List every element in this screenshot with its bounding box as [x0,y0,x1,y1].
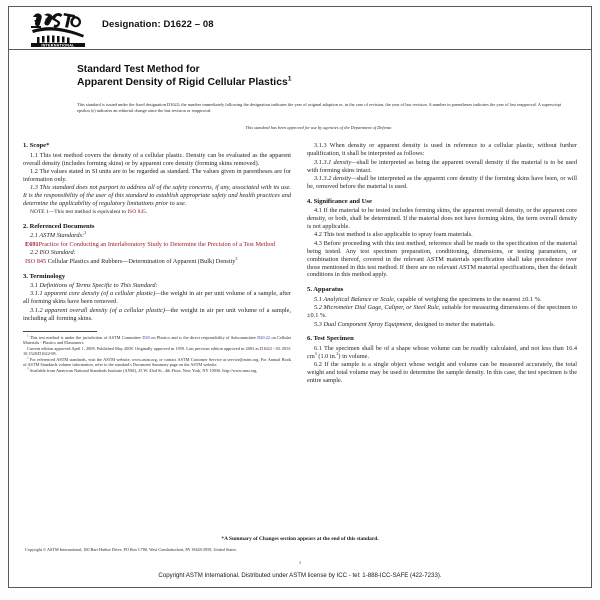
paragraph-3-1-2 [23,307,291,323]
apparatus-spray-label: 5.3 Dual Component Spray Equipment, [314,320,414,328]
footnote-1-part-c: on Cellular Materials - Plastics and Elastomers. [23,334,292,346]
footnote-1-part-a: This test method is under the jurisdiction of ASTM Committee [28,334,143,340]
masthead [9,7,591,50]
unit-exponent-in: 2 [336,350,339,356]
license-notice: Copyright ASTM International. Distributed under ASTM license by ICC - tel: 1-888-ICC-SAFE (422-7233). [158,572,442,579]
paragraph-6-1-c: ) in volume. [338,352,370,360]
section-heading-scope: 1. Scope* [23,142,50,150]
reference-iso-845-title: Cellular Plastics and Rubbers—Determination of Apparent (Bulk) Density [47,257,236,265]
paragraph-3-1-1 [23,290,291,306]
term-apparent-core-density: 3.1.1 apparent core density (of a cellular plastic)— [30,290,161,298]
reference-iso-845 [23,255,291,266]
apparatus-gage-desc: suitable for measuring dimensions of the specimen to ±0.1 %. [307,304,578,320]
footnote-3-text: Available from American National Standards Institute (ANSI), 25 W. 43rd St., 4th Floor, New York, NY 10036, http://www.ansi.org. [28,368,258,374]
link-d20-22[interactable]: D20.22 [257,334,271,340]
link-d20[interactable]: D20 [142,334,150,340]
reference-e691-title[interactable]: Practice for Conducting an Interlaboratory Study to Determine the Precision of a Test Method [38,240,276,248]
section-heading-apparatus: 5. Apparatus [307,286,344,294]
note-1-end: . [145,208,148,215]
body-area [9,142,591,528]
term-density-core: 3.1.3.2 density— [314,175,357,182]
copyright-line: Copyright © ASTM International, 100 Barr Harbor Drive, PO Box C700, West Conshohocken, PA 19428-2959, United States. [25,547,237,552]
title-footnote-marker: 1 [287,75,292,83]
footnote-marker-2: 2 [84,230,87,236]
link-iso-845-note[interactable]: ISO 845 [127,208,146,215]
definition-apparent-core-density: the weight in air per unit volume of a sample, after all forming skins have been removed. [23,290,292,306]
footnote-1-part-b: on Plastics and is the direct responsibility of Subcommittee [149,334,258,340]
definition-density-overall: shall be interpreted as being the apparent overall density if the material is to be used with forming skins intact. [307,158,578,174]
paragraph-5-3 [307,321,577,329]
page-footer [9,536,591,587]
designation-label: Designation: D1622 – 08 [102,19,214,30]
footnote-separator-rule [23,331,97,332]
apparatus-balance-label: 5.1 Analytical Balance or Scale, [314,295,396,303]
svg-text:INTERNATIONAL: INTERNATIONAL [41,43,75,48]
page-sheet [8,6,592,588]
astm-international-logo [29,10,87,48]
note-1-text: This test method is equivalent to [54,208,128,215]
section-heading-test-specimen: 6. Test Specimen [307,335,354,343]
section-heading-referenced-documents: 2. Referenced Documents [23,223,95,231]
link-iso-845[interactable]: ISO 845 [25,257,47,265]
footnote-marker-3: 3 [235,255,238,261]
paragraph-4-3: 4.3 Before proceeding with this test method, reference shall be made to the specification of the material being tested. Any test specimen preparation, conditioning, dimensions, or testing parameters, or combination thereof, covered in the relevant ASTM materials specification shall take precedence over those mentioned in this test method. If there are no relevant ASTM material specifications, then the default conditions in this method apply. [307,239,577,279]
footnote-2-text: For referenced ASTM standards, visit the ASTM website, www.astm.org, or contact ASTM Customer Service at service@astm.org. For Annual Book of ASTM Standards volume information, refer to the standard's Document Summary page on the ASTM website. [23,356,292,368]
paragraph-5-1 [307,296,577,304]
footnote-1-marker: 1 [27,333,29,338]
footnote-1 [23,335,291,346]
right-column [307,142,577,528]
reference-e691 [23,241,291,249]
note-1-label: NOTE 1— [30,208,55,215]
page-title [77,77,591,90]
apparatus-spray-desc: designed to meter the materials. [413,320,496,328]
paragraph-4-1: 4.1 If the material to be tested includes forming skins, the apparent overall density, or the apparent core density, or both, shall be determined. If the material does not have forming skins, the term overall density is not applicable. [307,207,577,231]
section-heading-significance-and-use: 4. Significance and Use [307,197,372,205]
unit-exponent-cm3: 3 [314,350,317,356]
left-column [23,142,293,528]
link-e691[interactable]: E691 [25,240,39,248]
paragraph-6-1-a: 6.1 The specimen shall be of a shape whose volume can be readily calculated, and not less than 16.4 cm [307,344,577,360]
term-density-overall: 3.1.3.1 density— [314,158,357,166]
page-number: 1 [298,560,302,565]
standard-type-line: Standard Test Method for [77,64,200,75]
footnote-2-marker: 2 [27,355,29,360]
apparatus-balance-desc: capable of weighing the specimens to the nearest ±0.1 %. [395,295,542,303]
term-apparent-overall-density: 3.1.2 apparent overall density (of a cellular plastic)— [30,306,171,314]
paragraph-1-1: 1.1 This test method covers the density of a cellular plastic. Density can be evaluated as the apparent overall density (includes forming skins) or by apparent core density (forming skins removed). [23,151,292,167]
paragraph-3-1-3: 3.1.3 When density or apparent density is used in reference to a cellular plastic, without further qualification, it shall be interpreted as follows: [307,142,577,158]
paragraph-6-1-b: (1.0 in. [316,352,337,360]
title-block [9,50,591,89]
dod-approval-note: This standard has been approved for use by agencies of the Department of Defense. [245,125,393,131]
footnote-2 [23,357,291,368]
paragraph-6-1 [307,345,577,361]
two-column-layout [23,142,577,528]
paragraph-5-2 [307,304,577,320]
section-heading-terminology: 3. Terminology [23,272,66,280]
summary-of-changes-note: *A Summary of Changes section appears at the end of this standard. [221,536,379,542]
definition-density-core: shall be interpreted as the apparent core density if the forming skins have been, or will be, removed before the material is used. [307,175,577,190]
paragraph-2-2: 2.2 ISO Standard: [30,249,76,257]
page-title-text: Apparent Density of Rigid Cellular Plastics [77,76,288,88]
paragraph-6-2: 6.2 If the sample is a single object whose weight and volume can be measured accurately, the total weight and total volume may be used to determine the sample density. In this case, the test specimen is the entire sample. [307,361,577,384]
paragraph-1-2: 1.2 The values stated in SI units are to be regarded as standard. The values given in parentheses are for information only. [23,168,292,183]
paragraph-2-1 [23,232,291,240]
boilerplate-paragraph: This standard is issued under the fixed designation D1622; the number immediately following the designation indicates the year of original adoption or, in the case of revision, the year of last revision. A number in parentheses indicates the year of last reapproval. A superscript epsilon (ε) indicates an editorial change since the last revision or reapproval. [77,102,562,114]
note-1 [23,209,291,216]
paragraph-3-1-3-2 [307,175,577,191]
paragraph-3-1-3-1 [307,159,577,175]
definition-apparent-overall-density: the weight in air per unit volume of a sample, including all forming skins. [23,306,292,322]
paragraph-4-2: 4.2 This test method is also applicable to spray foam materials. [314,231,473,239]
footnote-1-edition: Current edition approved April 1, 2008. Published May 2008. Originally approved in 1959. Last previous edition approved in 2003 as D1622 - 03. DOI: 10.1520/D1622-08. [23,345,292,357]
paragraph-2-1-text: 2.1 ASTM Standards: [30,232,85,240]
paragraph-3-1: 3.1 Definitions of Terms Specific to This Standard: [30,281,158,289]
paragraph-1-3: 1.3 This standard does not purport to address all of the safety concerns, if any, associated with its use. It is the responsibility of the user of this standard to establish appropriate safety and health practices and determine the applicability of regulatory limitations prior to use. [23,184,292,208]
footnote-3 [23,368,291,374]
footnote-3-marker: 3 [27,366,29,371]
apparatus-gage-label: 5.2 Micrometer Dial Gage, Caliper, or Steel Rule, [314,304,441,312]
